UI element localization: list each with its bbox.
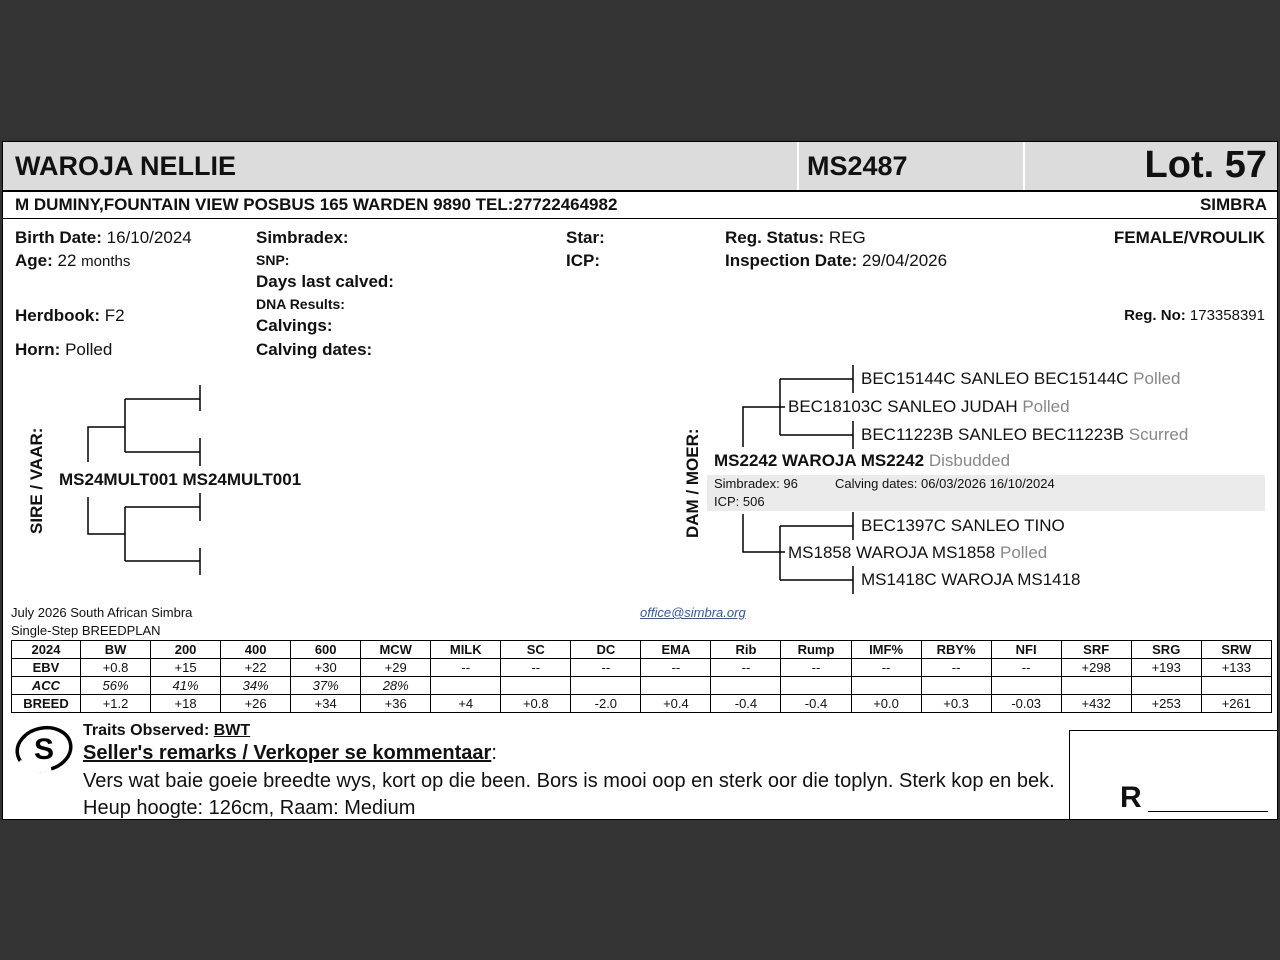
animal-tag: MS2487 bbox=[807, 151, 908, 181]
col-header: DC bbox=[571, 641, 641, 659]
dam-dam: MS1858 WAROJA MS1858 Polled bbox=[788, 543, 1048, 562]
dam-sire: BEC18103C SANLEO JUDAH Polled bbox=[788, 397, 1070, 416]
acc-cell bbox=[641, 677, 711, 695]
acc-cell: 41% bbox=[151, 677, 221, 695]
col-header: RBY% bbox=[921, 641, 991, 659]
days-last-calved-label: Days last calved: bbox=[256, 272, 394, 291]
breed-cell: +253 bbox=[1131, 695, 1201, 713]
ebv-cell: +29 bbox=[361, 659, 431, 677]
acc-cell bbox=[1131, 677, 1201, 695]
ebv-cell: -- bbox=[781, 659, 851, 677]
breed-name: SIMBRA bbox=[1199, 195, 1267, 214]
col-header: SRG bbox=[1131, 641, 1201, 659]
sire-name: MS24MULT001 MS24MULT001 bbox=[59, 470, 302, 489]
ebv-table bbox=[11, 640, 1272, 713]
breed-cell: +4 bbox=[431, 695, 501, 713]
price-line bbox=[1148, 811, 1268, 812]
acc-cell bbox=[1061, 677, 1131, 695]
dam-simbradex: Simbradex: 96 bbox=[714, 476, 798, 491]
ebv-cell: +30 bbox=[291, 659, 361, 677]
price-currency: R bbox=[1120, 781, 1142, 814]
remarks-heading: Seller's remarks / Verkoper se kommentaar: bbox=[83, 742, 497, 764]
breed-cell: +0.0 bbox=[851, 695, 921, 713]
breed-cell: -2.0 bbox=[571, 695, 641, 713]
col-year: 2024 bbox=[12, 641, 81, 659]
ebv-cell: -- bbox=[571, 659, 641, 677]
acc-cell: 56% bbox=[81, 677, 151, 695]
ebv-cell: +133 bbox=[1201, 659, 1271, 677]
col-header: 400 bbox=[221, 641, 291, 659]
acc-cell bbox=[991, 677, 1061, 695]
dam-side-label: DAM / MOER: bbox=[683, 428, 702, 538]
reg-number: Reg. No: 173358391 bbox=[1124, 307, 1265, 324]
col-header: NFI bbox=[991, 641, 1061, 659]
breed-cell: +18 bbox=[151, 695, 221, 713]
ebv-header-row bbox=[12, 641, 1272, 659]
reg-status: Reg. Status: REG bbox=[725, 228, 866, 247]
dam-dam-dam: MS1418C WAROJA MS1418 bbox=[861, 570, 1081, 589]
price-box[interactable] bbox=[1069, 730, 1278, 820]
ebv-cell: -- bbox=[921, 659, 991, 677]
col-header: MCW bbox=[361, 641, 431, 659]
calving-dates-label: Calving dates: bbox=[256, 340, 373, 359]
breed-cell: +0.8 bbox=[501, 695, 571, 713]
ebv-cell: -- bbox=[431, 659, 501, 677]
ebv-row bbox=[12, 659, 1272, 677]
age: Age: 22 months bbox=[15, 251, 131, 270]
breed-cell: +0.3 bbox=[921, 695, 991, 713]
dam-icp: ICP: 506 bbox=[714, 494, 765, 509]
sex: FEMALE/VROULIK bbox=[1113, 228, 1265, 247]
col-header: SC bbox=[501, 641, 571, 659]
col-header: 600 bbox=[291, 641, 361, 659]
col-header: SRW bbox=[1201, 641, 1271, 659]
sire-side-label: SIRE / VAAR: bbox=[27, 427, 46, 534]
breed-cell: +26 bbox=[221, 695, 291, 713]
breed-cell: +0.4 bbox=[641, 695, 711, 713]
col-header: Rib bbox=[711, 641, 781, 659]
owner-details: M DUMINY,FOUNTAIN VIEW POSBUS 165 WARDEN 9890 TEL:27722464982 bbox=[15, 195, 618, 214]
dam-calving-dates: Calving dates: 06/03/2026 16/10/2024 bbox=[835, 476, 1055, 491]
col-header: 200 bbox=[151, 641, 221, 659]
row-label: BREED bbox=[12, 695, 81, 713]
seller-remarks: Vers wat baie goeie breedte wys, kort op die been. Bors is mooi oop en sterk oor die toplyn. Sterk kop en bek. Heup hoogte: 126cm, Raam: Medium bbox=[83, 770, 1055, 819]
col-header: BW bbox=[81, 641, 151, 659]
herdbook: Herdbook: F2 bbox=[15, 306, 125, 325]
lot-number: Lot. 57 bbox=[1144, 144, 1267, 186]
breedplan-title: July 2026 South African Simbra bbox=[11, 605, 193, 620]
dam-sire-sire: BEC15144C SANLEO BEC15144C Polled bbox=[861, 369, 1181, 388]
breed-cell: +1.2 bbox=[81, 695, 151, 713]
acc-cell bbox=[1201, 677, 1271, 695]
birth-date: Birth Date: 16/10/2024 bbox=[15, 228, 192, 247]
calvings-label: Calvings: bbox=[256, 316, 333, 335]
traits-observed: Traits Observed: BWT bbox=[83, 722, 251, 739]
dam-dam-sire: BEC1397C SANLEO TINO bbox=[861, 516, 1065, 535]
ebv-cell: +15 bbox=[151, 659, 221, 677]
svg-text:S: S bbox=[33, 733, 55, 766]
acc-cell bbox=[851, 677, 921, 695]
dam-name: MS2242 WAROJA MS2242 Disbudded bbox=[714, 451, 1011, 470]
icp-label: ICP: bbox=[566, 251, 600, 270]
acc-cell bbox=[711, 677, 781, 695]
lot-card bbox=[2, 141, 1278, 820]
email-link[interactable]: office@simbra.org bbox=[640, 605, 746, 620]
star-label: Star: bbox=[566, 228, 605, 247]
breed-cell: +432 bbox=[1061, 695, 1131, 713]
inspection-date: Inspection Date: 29/04/2026 bbox=[725, 251, 948, 270]
breed-cell: -0.03 bbox=[991, 695, 1061, 713]
acc-cell bbox=[571, 677, 641, 695]
row-label: EBV bbox=[12, 659, 81, 677]
animal-name: WAROJA NELLIE bbox=[15, 151, 237, 181]
col-header: MILK bbox=[431, 641, 501, 659]
ebv-cell: +22 bbox=[221, 659, 291, 677]
acc-cell: 28% bbox=[361, 677, 431, 695]
acc-cell: 34% bbox=[221, 677, 291, 695]
breed-cell: +34 bbox=[291, 695, 361, 713]
acc-cell bbox=[501, 677, 571, 695]
ebv-cell: +193 bbox=[1131, 659, 1201, 677]
ebv-cell: +298 bbox=[1061, 659, 1131, 677]
col-header: Rump bbox=[781, 641, 851, 659]
dam-sire-dam: BEC11223B SANLEO BEC11223B Scurred bbox=[861, 425, 1189, 444]
horn-status: Horn: Polled bbox=[15, 340, 113, 359]
breed-row bbox=[12, 695, 1272, 713]
simbradex-label: Simbradex: bbox=[256, 228, 349, 247]
snp-label: SNP: bbox=[256, 252, 290, 268]
breed-cell: -0.4 bbox=[711, 695, 781, 713]
ebv-cell: -- bbox=[501, 659, 571, 677]
acc-cell: 37% bbox=[291, 677, 361, 695]
simbra-logo-icon bbox=[11, 722, 77, 776]
acc-cell bbox=[781, 677, 851, 695]
breed-cell: +36 bbox=[361, 695, 431, 713]
ebv-cell: -- bbox=[711, 659, 781, 677]
col-header: SRF bbox=[1061, 641, 1131, 659]
acc-row bbox=[12, 677, 1272, 695]
ebv-cell: +0.8 bbox=[81, 659, 151, 677]
acc-cell bbox=[921, 677, 991, 695]
row-label: ACC bbox=[12, 677, 81, 695]
col-header: EMA bbox=[641, 641, 711, 659]
breedplan-subtitle: Single-Step BREEDPLAN bbox=[11, 623, 161, 638]
breed-cell: -0.4 bbox=[781, 695, 851, 713]
col-header: IMF% bbox=[851, 641, 921, 659]
ebv-cell: -- bbox=[851, 659, 921, 677]
dna-results-label: DNA Results: bbox=[256, 296, 345, 312]
breed-cell: +261 bbox=[1201, 695, 1271, 713]
ebv-cell: -- bbox=[991, 659, 1061, 677]
acc-cell bbox=[431, 677, 501, 695]
ebv-cell: -- bbox=[641, 659, 711, 677]
